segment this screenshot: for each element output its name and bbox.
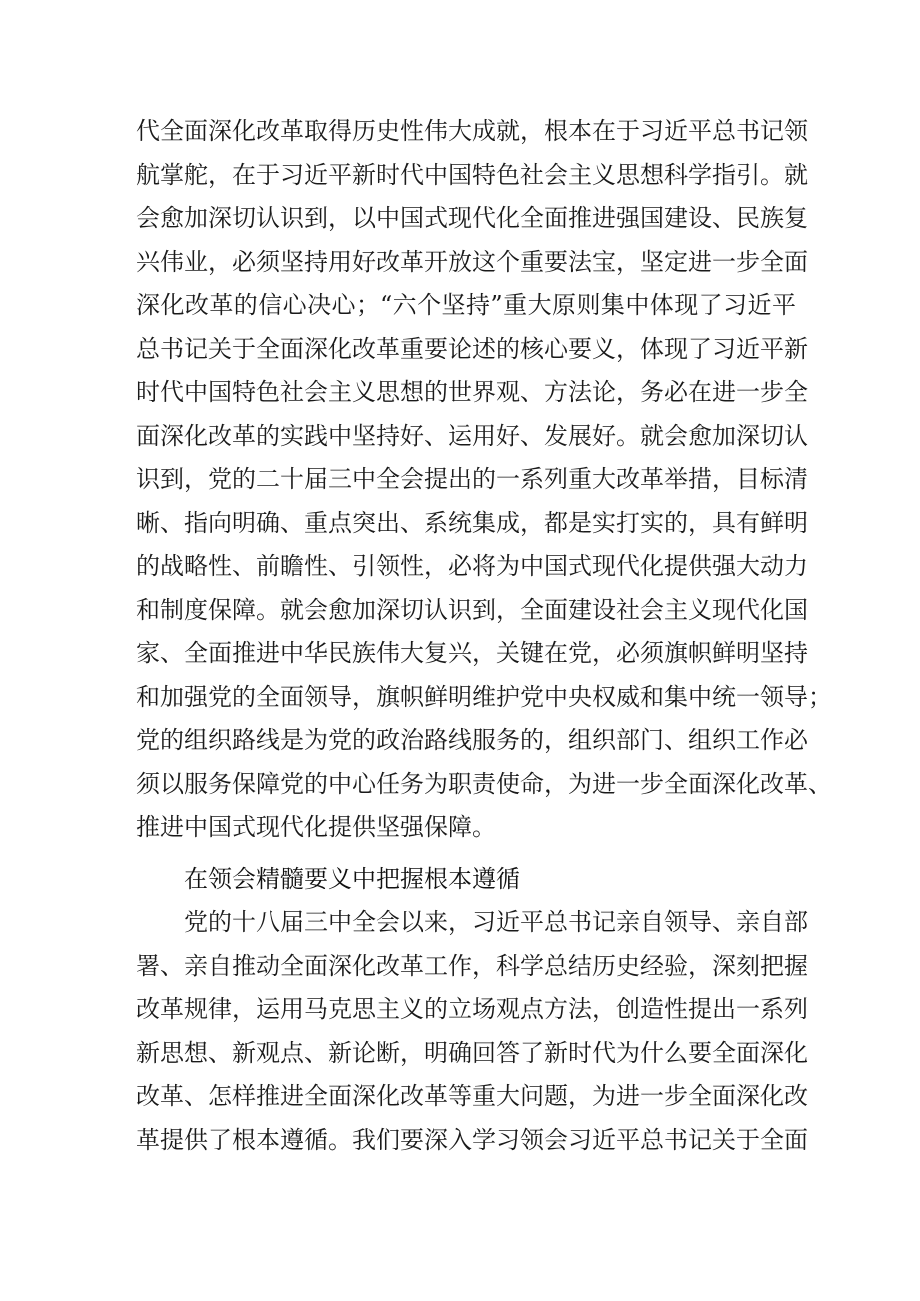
paragraph-2-line: 改革、怎样推进全面深化改革等重大问题，为进一步全面深化改 — [136, 1082, 808, 1110]
paragraph-2-line: 革提供了根本遵循。我们要深入学习领会习近平总书记关于全面 — [136, 1125, 808, 1154]
paragraph-1-line: 面深化改革的实践中坚持好、运用好、发展好。就会愈加深切认 — [136, 421, 808, 450]
paragraph-2-line: 改革规律，运用马克思主义的立场观点方法，创造性提出一系列 — [136, 995, 808, 1023]
paragraph-1-line: 兴伟业，必须坚持用好改革开放这个重要法宝，坚定进一步全面 — [136, 247, 808, 276]
paragraph-1-line: 和制度保障。就会愈加深切认识到，全面建设社会主义现代化国 — [136, 595, 808, 624]
paragraph-1-line: 总书记关于全面深化改革重要论述的核心要义，体现了习近平新 — [136, 334, 808, 363]
paragraph-2-line: 新思想、新观点、新论断，明确回答了新时代为什么要全面深化 — [136, 1038, 808, 1067]
paragraph-1-line: 深化改革的信心决心；“六个坚持”重大原则集中体现了习近平 — [136, 291, 796, 319]
paragraph-2 — [136, 901, 808, 1162]
paragraph-1-line: 时代中国特色社会主义思想的世界观、方法论，务必在进一步全 — [136, 378, 808, 406]
paragraph-1-line: 会愈加深切认识到，以中国式现代化全面推进强国建设、民族复 — [136, 204, 808, 232]
paragraph-1-line: 须以服务保障党的中心任务为职责使命，为进一步全面深化改革、 — [136, 769, 832, 798]
paragraph-1-line: 党的组织路线是为党的政治路线服务的，组织部门、组织工作必 — [136, 726, 808, 754]
paragraph-1-line: 的战略性、前瞻性、引领性，必将为中国式现代化提供强大动力 — [136, 552, 808, 580]
paragraph-2-line: 署、亲自推动全面深化改革工作，科学总结历史经验，深刻把握 — [136, 951, 808, 980]
paragraph-1-line: 晰、指向明确、重点突出、系统集成，都是实打实的，具有鲜明 — [136, 508, 808, 537]
paragraph-1-line: 推进中国式现代化提供坚强保障。 — [136, 813, 496, 841]
paragraph-1-line: 家、全面推进中华民族伟大复兴，关键在党，必须旗帜鲜明坚持 — [136, 639, 808, 667]
paragraph-2-line: 党的十八届三中全会以来，习近平总书记亲自领导、亲自部 — [184, 908, 808, 936]
paragraph-1 — [136, 110, 832, 850]
paragraph-1-line: 代全面深化改革取得历史性伟大成就，根本在于习近平总书记领 — [136, 117, 808, 145]
paragraph-1-line: 识到，党的二十届三中全会提出的一系列重大改革举措，目标清 — [136, 465, 808, 493]
paragraph-1-line: 航掌舵，在于习近平新时代中国特色社会主义思想科学指引。就 — [136, 160, 808, 189]
section-heading: 在领会精髓要义中把握根本遵循 — [184, 865, 520, 893]
paragraph-1-line: 和加强党的全面领导，旗帜鲜明维护党中央权威和集中统一领导； — [136, 682, 832, 711]
